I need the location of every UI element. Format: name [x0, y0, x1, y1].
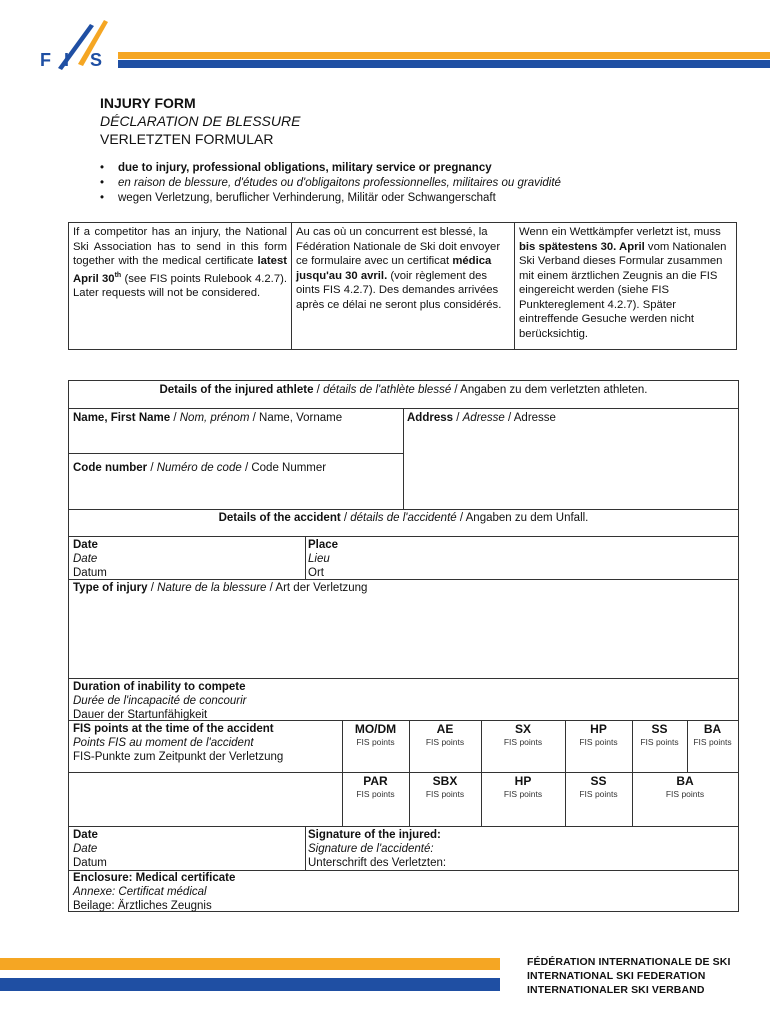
name-field[interactable]: Name, First Name / Nom, prénom / Name, Vorname — [73, 412, 343, 424]
fis-points-label: FIS points at the time of the accident Points FIS au moment de l'accident FIS-Punkte zum Zeitpunkt der Verletzung — [73, 723, 284, 763]
discipline-header: SS — [590, 774, 607, 788]
discipline-header: SBX — [432, 774, 458, 788]
points-input[interactable]: FIS points — [425, 737, 465, 747]
instructions-fr: Au cas où un concurrent est blessé, la Fédération Nationale de Ski doit envoyer ce formulaire avec un certificat médica jusqu'au 30 avril. (voir règlement des oints FIS 4.2.7). Des demandes arrivées après ce délai ne seront plus considérés. — [292, 223, 515, 349]
inability-duration-field[interactable]: Duration of inability to compete Durée de l'incapacité de concourir Dauer der Startunfähigkeit — [73, 681, 247, 721]
points-input[interactable]: FIS points — [665, 789, 705, 799]
points-input[interactable]: FIS points — [503, 789, 543, 799]
discipline-header: PAR — [363, 774, 388, 788]
federation-names — [527, 955, 730, 997]
discipline-header: HP — [590, 722, 607, 736]
discipline-header: SS — [651, 722, 668, 736]
logo-letter-f: F — [40, 50, 51, 70]
points-input[interactable]: FIS points — [425, 789, 465, 799]
header-orange-bar — [118, 52, 770, 59]
fis-logo — [40, 18, 115, 73]
signature-date-field[interactable]: Date Date Datum — [73, 829, 107, 869]
list-item: • due to injury, professional obligations, military service or pregnancy — [100, 162, 492, 174]
points-input[interactable]: FIS points — [356, 789, 395, 799]
discipline-header: SX — [514, 722, 531, 736]
title-fr: DÉCLARATION DE BLESSURE — [100, 113, 301, 129]
discipline-header: HP — [514, 774, 532, 788]
instructions-de: Wenn ein Wettkämpfer verletzt ist, muss bis spätestens 30. April vom Nationalen Ski Verband dieses Formular zusammen mit einem ärztlichen Zeugnis an die FIS eingereicht werden (siehe FIS Punktereglement 4.2.7). Später eintreffende Gesuche werden nicht berücksichtig. — [519, 226, 727, 340]
logo-letter-s: S — [90, 50, 103, 70]
points-input[interactable]: FIS points — [640, 737, 679, 747]
injury-type-field[interactable]: Type of injury / Nature de la blessure / Art der Verletzung — [73, 582, 368, 594]
points-input[interactable]: FIS points — [503, 737, 543, 747]
instructions-en: If a competitor has an injury, the National Ski Association has to send in this form together with the medical certificate latest April 30th (see FIS points Rulebook 4.2.7). Later requests will not be considered. — [69, 223, 292, 349]
federation-name-fr: FÉDÉRATION INTERNATIONALE DE SKI — [527, 956, 731, 968]
points-input[interactable]: FIS points — [579, 737, 618, 747]
points-input[interactable]: FIS points — [356, 737, 395, 747]
discipline-header: MO/DM — [354, 722, 397, 736]
footer-blue-bar — [0, 978, 500, 991]
accident-date-field[interactable]: Date Date Datum — [73, 539, 107, 579]
discipline-header: BA — [703, 722, 722, 736]
address-field[interactable]: Address / Adresse / Adresse — [407, 412, 556, 424]
signature-field[interactable]: Signature of the injured: Signature de l'accidenté: Unterschrift des Verletzten: — [308, 829, 447, 869]
code-number-field[interactable]: Code number / Numéro de code / Code Nummer — [73, 462, 327, 474]
accident-place-field[interactable]: Place Lieu Ort — [308, 539, 339, 579]
instructions-table — [68, 222, 737, 350]
reason-list — [100, 161, 561, 206]
form-title — [100, 94, 300, 148]
list-item: • wegen Verletzung, beruflicher Verhinderung, Militär oder Schwangerschaft — [100, 192, 496, 204]
discipline-header: AE — [436, 722, 454, 736]
athlete-section-header: Details of the injured athlete / détails de l'athlète blessé / Angaben zu dem verletzten athleten. — [159, 384, 648, 396]
points-input[interactable]: FIS points — [693, 737, 732, 747]
federation-name-en: INTERNATIONAL SKI FEDERATION — [527, 970, 706, 982]
points-input[interactable]: FIS points — [579, 789, 618, 799]
injury-form-table — [68, 380, 739, 912]
logo-letter-i: I — [64, 50, 70, 70]
list-item: • en raison de blessure, d'études ou d'obligaitons professionnelles, militaires ou gravidité — [100, 177, 561, 189]
federation-name-de: INTERNATIONALER SKI VERBAND — [527, 984, 705, 996]
header-blue-bar — [118, 60, 770, 68]
title-en: INJURY FORM — [100, 95, 196, 111]
accident-section-header: Details of the accident / détails de l'accidenté / Angaben zu dem Unfall. — [218, 512, 589, 524]
discipline-header: BA — [676, 774, 694, 788]
enclosure-note: Enclosure: Medical certificate Annexe: Certificat médical Beilage: Ärztliches Zeugnis — [73, 872, 236, 912]
footer-orange-bar — [0, 958, 500, 970]
title-de: VERLETZTEN FORMULAR — [100, 131, 274, 147]
